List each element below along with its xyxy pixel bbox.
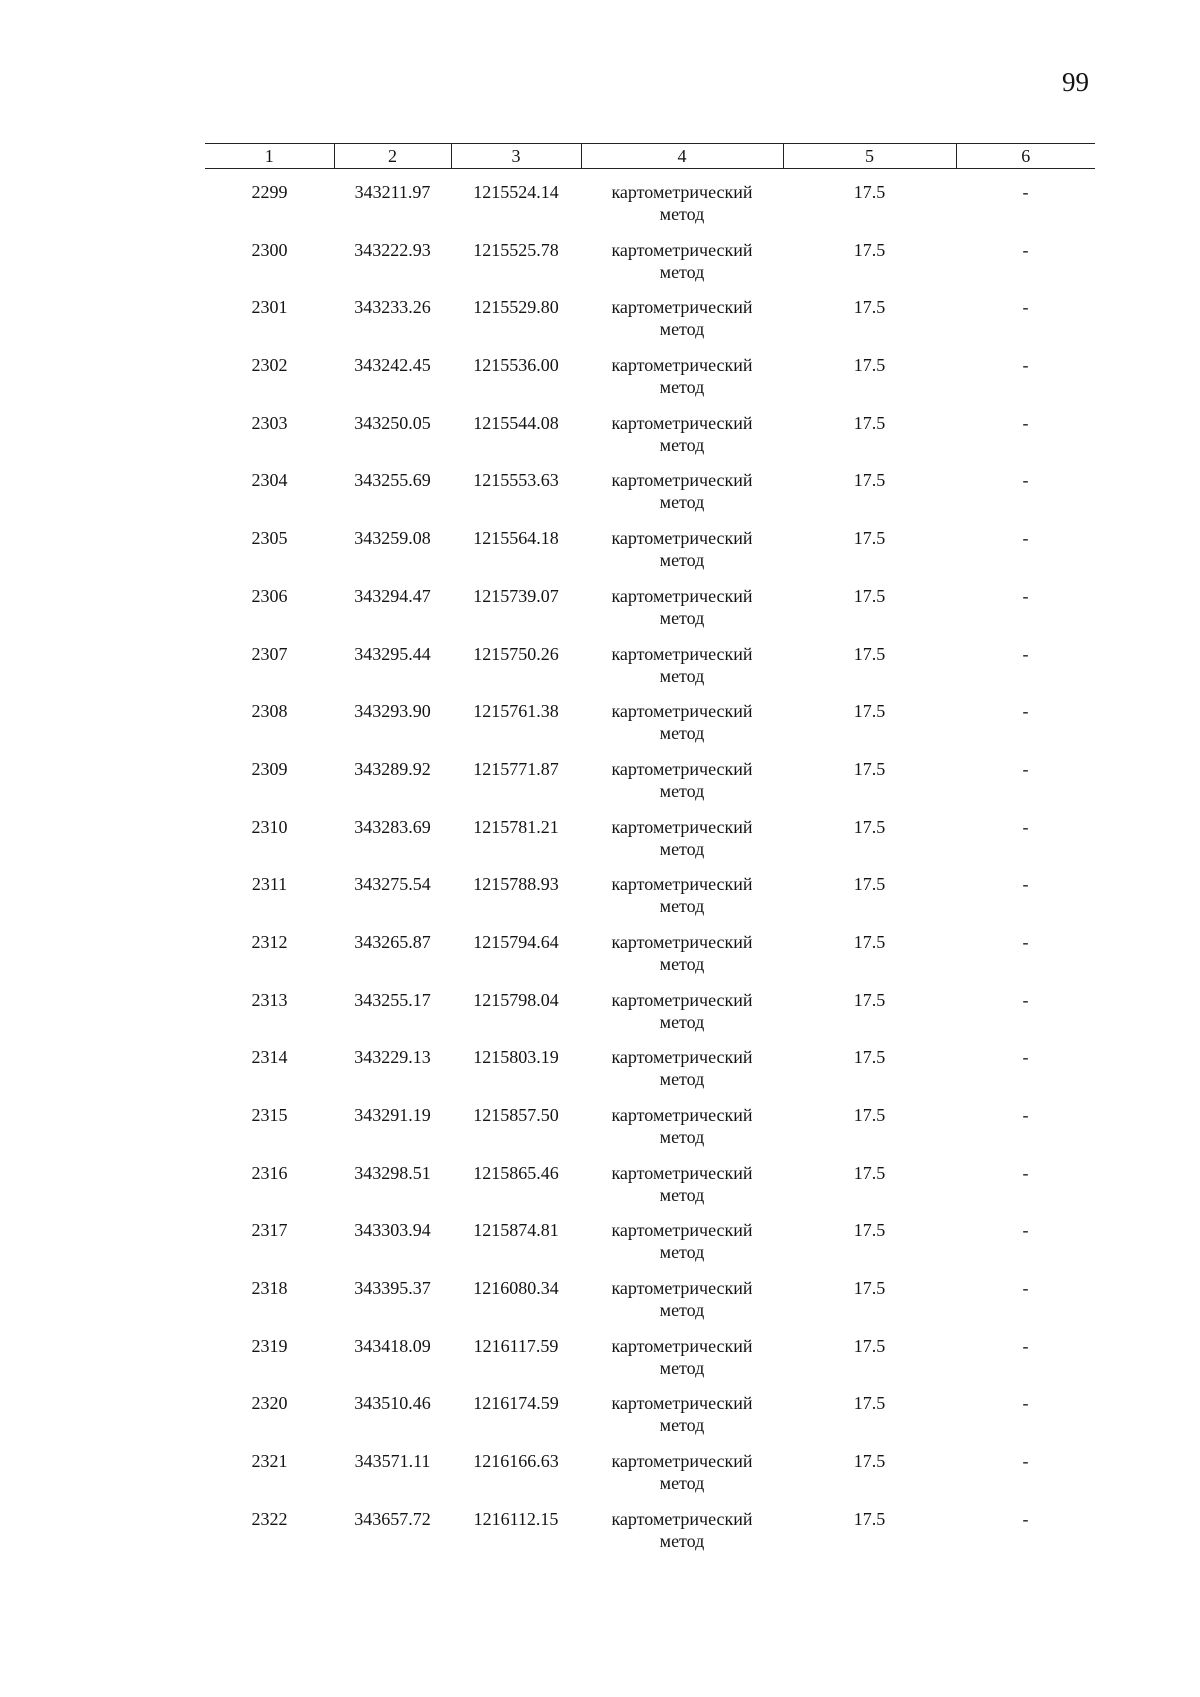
table-row <box>205 1450 1095 1508</box>
table-body <box>205 169 1095 1566</box>
method-cell <box>581 296 783 354</box>
table-row <box>205 643 1095 701</box>
point-number-cell: 2320 <box>251 1393 288 1414</box>
accuracy-cell: 17.5 <box>853 355 886 376</box>
note-cell: - <box>1022 239 1029 260</box>
accuracy-cell: 17.5 <box>853 1335 886 1356</box>
x-coordinate-cell: 343510.46 <box>354 1393 431 1414</box>
note-cell: - <box>1022 1047 1029 1068</box>
point-number-cell: 2307 <box>251 643 288 664</box>
column-header-1: 1 <box>205 144 334 169</box>
method-cell <box>581 758 783 816</box>
point-number-cell: 2305 <box>251 528 288 549</box>
method-text-line1: картометрический <box>611 412 753 433</box>
x-coordinate-cell: 343283.69 <box>354 816 431 837</box>
method-text-line1: картометрический <box>611 701 753 722</box>
y-coordinate-cell: 1215781.21 <box>473 816 559 837</box>
note-cell: - <box>1022 1451 1029 1472</box>
method-cell <box>581 1162 783 1220</box>
y-coordinate-cell: 1215771.87 <box>473 758 559 779</box>
method-text-line2: метод <box>659 665 705 686</box>
y-coordinate-cell: 1215544.08 <box>473 412 559 433</box>
note-cell: - <box>1022 874 1029 895</box>
method-text-line1: картометрический <box>611 1278 753 1299</box>
point-number-cell: 2315 <box>251 1105 288 1125</box>
note-cell: - <box>1022 355 1029 376</box>
note-cell: - <box>1022 931 1029 952</box>
note-cell: - <box>1022 1105 1029 1125</box>
method-cell <box>581 239 783 297</box>
x-coordinate-cell: 343657.72 <box>354 1508 431 1529</box>
method-text-line1: картометрический <box>611 470 753 491</box>
x-coordinate-cell: 343294.47 <box>354 585 431 606</box>
method-text-line1: картометрический <box>611 1508 753 1529</box>
y-coordinate-cell: 1215865.46 <box>473 1162 559 1183</box>
point-number-cell: 2317 <box>251 1220 288 1241</box>
method-text-line2: метод <box>659 261 705 282</box>
x-coordinate-cell: 343259.08 <box>354 528 431 549</box>
coordinates-table <box>205 143 1095 1566</box>
method-cell <box>581 643 783 701</box>
x-coordinate-cell: 343291.19 <box>354 1105 431 1125</box>
table-row <box>205 700 1095 758</box>
method-cell <box>581 1335 783 1393</box>
x-coordinate-cell: 343229.13 <box>354 1047 431 1068</box>
x-coordinate-cell: 343295.44 <box>354 643 431 664</box>
method-cell <box>581 931 783 989</box>
method-text-line1: картометрический <box>611 643 753 664</box>
point-number-cell: 2304 <box>251 470 288 491</box>
method-text-line1: картометрический <box>611 931 753 952</box>
y-coordinate-cell: 1215553.63 <box>473 470 559 491</box>
table-row <box>205 296 1095 354</box>
method-text-line1: картометрический <box>611 1335 753 1356</box>
x-coordinate-cell: 343233.26 <box>354 297 431 318</box>
table-row <box>205 1162 1095 1220</box>
accuracy-cell: 17.5 <box>853 1278 886 1299</box>
note-cell: - <box>1022 1508 1029 1529</box>
accuracy-cell: 17.5 <box>853 1047 886 1068</box>
method-text-line2: метод <box>659 550 705 571</box>
point-number-cell: 2302 <box>251 355 288 376</box>
table-row <box>205 931 1095 989</box>
y-coordinate-cell: 1216112.15 <box>473 1508 559 1529</box>
accuracy-cell: 17.5 <box>853 989 886 1010</box>
method-text-line2: метод <box>659 1300 705 1321</box>
x-coordinate-cell: 343293.90 <box>354 701 431 722</box>
method-text-line2: метод <box>659 780 705 801</box>
x-coordinate-cell: 343303.94 <box>354 1220 431 1241</box>
accuracy-cell: 17.5 <box>853 470 886 491</box>
method-text-line2: метод <box>659 1184 705 1205</box>
method-text-line2: метод <box>659 377 705 398</box>
point-number-cell: 2309 <box>251 758 288 779</box>
table-row <box>205 1392 1095 1450</box>
y-coordinate-cell: 1216174.59 <box>473 1393 559 1414</box>
x-coordinate-cell: 343255.17 <box>354 989 431 1010</box>
point-number-cell: 2322 <box>251 1508 288 1529</box>
table-header <box>205 144 1095 169</box>
accuracy-cell: 17.5 <box>853 182 886 202</box>
accuracy-cell: 17.5 <box>853 412 886 433</box>
method-text-line2: метод <box>659 1069 705 1090</box>
note-cell: - <box>1022 643 1029 664</box>
point-number-cell: 2316 <box>251 1162 288 1183</box>
note-cell: - <box>1022 297 1029 318</box>
table-row <box>205 1277 1095 1335</box>
method-text-line1: картометрический <box>611 1393 753 1414</box>
y-coordinate-cell: 1215794.64 <box>473 931 559 952</box>
y-coordinate-cell: 1215524.14 <box>473 182 559 202</box>
method-text-line2: метод <box>659 1415 705 1436</box>
note-cell: - <box>1022 1220 1029 1241</box>
y-coordinate-cell: 1216080.34 <box>473 1278 559 1299</box>
x-coordinate-cell: 343289.92 <box>354 758 431 779</box>
note-cell: - <box>1022 182 1029 202</box>
accuracy-cell: 17.5 <box>853 1508 886 1529</box>
method-cell <box>581 873 783 931</box>
column-header-4: 4 <box>581 144 783 169</box>
method-text-line2: метод <box>659 492 705 513</box>
note-cell: - <box>1022 758 1029 779</box>
accuracy-cell: 17.5 <box>853 874 886 895</box>
table-row <box>205 169 1095 239</box>
method-cell <box>581 1046 783 1104</box>
method-text-line2: метод <box>659 1127 705 1147</box>
table-row <box>205 469 1095 527</box>
method-cell <box>581 1277 783 1335</box>
method-text-line1: картометрический <box>611 816 753 837</box>
point-number-cell: 2321 <box>251 1451 288 1472</box>
point-number-cell: 2308 <box>251 701 288 722</box>
method-cell <box>581 412 783 470</box>
note-cell: - <box>1022 1335 1029 1356</box>
point-number-cell: 2299 <box>251 182 288 202</box>
y-coordinate-cell: 1216166.63 <box>473 1451 559 1472</box>
column-header-3: 3 <box>451 144 581 169</box>
note-cell: - <box>1022 1393 1029 1414</box>
method-text-line2: метод <box>659 1530 705 1551</box>
table-row <box>205 527 1095 585</box>
accuracy-cell: 17.5 <box>853 585 886 606</box>
point-number-cell: 2301 <box>251 297 288 318</box>
method-cell <box>581 989 783 1047</box>
accuracy-cell: 17.5 <box>853 931 886 952</box>
x-coordinate-cell: 343418.09 <box>354 1335 431 1356</box>
table-row <box>205 585 1095 643</box>
accuracy-cell: 17.5 <box>853 1105 886 1125</box>
method-text-line2: метод <box>659 838 705 859</box>
table-row <box>205 758 1095 816</box>
table-row <box>205 816 1095 874</box>
x-coordinate-cell: 343250.05 <box>354 412 431 433</box>
method-text-line2: метод <box>659 1357 705 1378</box>
point-number-cell: 2300 <box>251 239 288 260</box>
method-cell <box>581 354 783 412</box>
method-text-line1: картометрический <box>611 1105 753 1125</box>
table-row <box>205 1219 1095 1277</box>
accuracy-cell: 17.5 <box>853 1451 886 1472</box>
method-text-line2: метод <box>659 1242 705 1263</box>
method-text-line1: картометрический <box>611 297 753 318</box>
method-text-line2: метод <box>659 723 705 744</box>
x-coordinate-cell: 343298.51 <box>354 1162 431 1183</box>
accuracy-cell: 17.5 <box>853 239 886 260</box>
accuracy-cell: 17.5 <box>853 1220 886 1241</box>
method-text-line1: картометрический <box>611 758 753 779</box>
column-header-5: 5 <box>783 144 956 169</box>
point-number-cell: 2306 <box>251 585 288 606</box>
header-row <box>205 144 1095 169</box>
method-cell <box>581 469 783 527</box>
y-coordinate-cell: 1215536.00 <box>473 355 559 376</box>
x-coordinate-cell: 343395.37 <box>354 1278 431 1299</box>
method-cell <box>581 1450 783 1508</box>
method-cell <box>581 169 783 239</box>
note-cell: - <box>1022 989 1029 1010</box>
y-coordinate-cell: 1215564.18 <box>473 528 559 549</box>
method-text-line1: картометрический <box>611 1451 753 1472</box>
y-coordinate-cell: 1216117.59 <box>473 1335 559 1356</box>
note-cell: - <box>1022 701 1029 722</box>
method-cell <box>581 700 783 758</box>
x-coordinate-cell: 343222.93 <box>354 239 431 260</box>
x-coordinate-cell: 343242.45 <box>354 355 431 376</box>
x-coordinate-cell: 343265.87 <box>354 931 431 952</box>
page-number: 99 <box>1062 67 1089 97</box>
accuracy-cell: 17.5 <box>853 816 886 837</box>
table-row <box>205 412 1095 470</box>
point-number-cell: 2313 <box>251 989 288 1010</box>
accuracy-cell: 17.5 <box>853 758 886 779</box>
y-coordinate-cell: 1215750.26 <box>473 643 559 664</box>
y-coordinate-cell: 1215857.50 <box>473 1105 559 1125</box>
method-text-line1: картометрический <box>611 1047 753 1068</box>
table-row <box>205 1046 1095 1104</box>
y-coordinate-cell: 1215525.78 <box>473 239 559 260</box>
method-text-line1: картометрический <box>611 1162 753 1183</box>
note-cell: - <box>1022 1278 1029 1299</box>
method-text-line2: метод <box>659 953 705 974</box>
accuracy-cell: 17.5 <box>853 1162 886 1183</box>
method-text-line2: метод <box>659 1473 705 1494</box>
method-text-line1: картометрический <box>611 585 753 606</box>
method-cell <box>581 1219 783 1277</box>
y-coordinate-cell: 1215798.04 <box>473 989 559 1010</box>
point-number-cell: 2318 <box>251 1278 288 1299</box>
accuracy-cell: 17.5 <box>853 643 886 664</box>
method-text-line1: картометрический <box>611 239 753 260</box>
method-text-line2: метод <box>659 1011 705 1032</box>
column-header-6: 6 <box>956 144 1095 169</box>
table-row <box>205 239 1095 297</box>
x-coordinate-cell: 343571.11 <box>354 1451 431 1472</box>
method-text-line1: картометрический <box>611 182 753 202</box>
y-coordinate-cell: 1215803.19 <box>473 1047 559 1068</box>
accuracy-cell: 17.5 <box>853 701 886 722</box>
method-text-line1: картометрический <box>611 1220 753 1241</box>
table-row <box>205 1104 1095 1162</box>
point-number-cell: 2314 <box>251 1047 288 1068</box>
point-number-cell: 2312 <box>251 931 288 952</box>
method-cell <box>581 527 783 585</box>
method-text-line1: картометрический <box>611 355 753 376</box>
note-cell: - <box>1022 585 1029 606</box>
y-coordinate-cell: 1215788.93 <box>473 874 559 895</box>
method-text-line1: картометрический <box>611 989 753 1010</box>
note-cell: - <box>1022 816 1029 837</box>
method-text-line2: метод <box>659 204 705 224</box>
y-coordinate-cell: 1215739.07 <box>473 585 559 606</box>
method-cell <box>581 1392 783 1450</box>
method-text-line1: картометрический <box>611 528 753 549</box>
note-cell: - <box>1022 1162 1029 1183</box>
point-number-cell: 2319 <box>251 1335 288 1356</box>
method-cell <box>581 816 783 874</box>
point-number-cell: 2310 <box>251 816 288 837</box>
method-text-line2: метод <box>659 434 705 455</box>
x-coordinate-cell: 343211.97 <box>354 182 431 202</box>
note-cell: - <box>1022 470 1029 491</box>
note-cell: - <box>1022 412 1029 433</box>
y-coordinate-cell: 1215529.80 <box>473 297 559 318</box>
y-coordinate-cell: 1215874.81 <box>473 1220 559 1241</box>
accuracy-cell: 17.5 <box>853 297 886 318</box>
method-cell <box>581 1104 783 1162</box>
table-row <box>205 354 1095 412</box>
point-number-cell: 2311 <box>251 874 288 895</box>
table-row <box>205 1508 1095 1566</box>
method-cell <box>581 1508 783 1566</box>
accuracy-cell: 17.5 <box>853 528 886 549</box>
column-header-2: 2 <box>334 144 451 169</box>
method-text-line2: метод <box>659 607 705 628</box>
table-row <box>205 989 1095 1047</box>
table-row <box>205 873 1095 931</box>
y-coordinate-cell: 1215761.38 <box>473 701 559 722</box>
point-number-cell: 2303 <box>251 412 288 433</box>
method-cell <box>581 585 783 643</box>
x-coordinate-cell: 343275.54 <box>354 874 431 895</box>
method-text-line2: метод <box>659 896 705 917</box>
table-row <box>205 1335 1095 1393</box>
accuracy-cell: 17.5 <box>853 1393 886 1414</box>
x-coordinate-cell: 343255.69 <box>354 470 431 491</box>
method-text-line1: картометрический <box>611 874 753 895</box>
note-cell: - <box>1022 528 1029 549</box>
method-text-line2: метод <box>659 319 705 340</box>
